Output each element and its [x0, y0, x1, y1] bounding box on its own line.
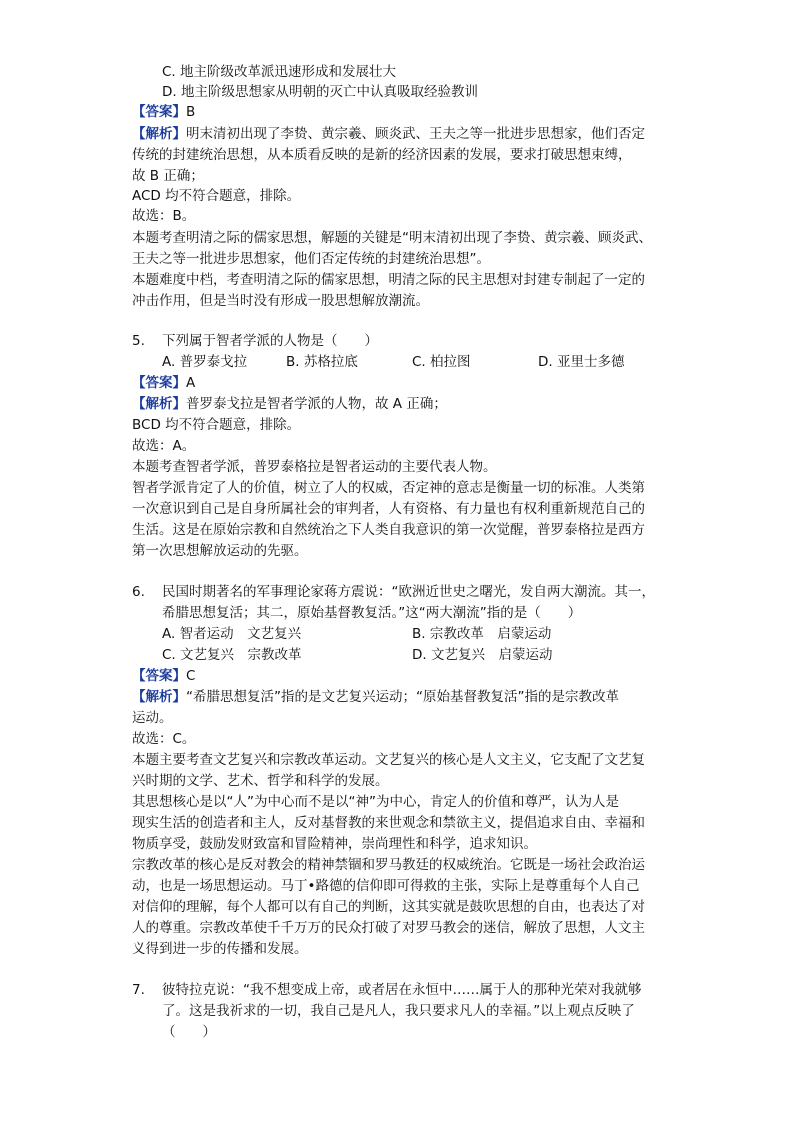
analysis-text: 动，也是一场思想运动。马丁•路德的信仰即可得救的主张，实际上是尊重每个人自己 — [132, 878, 640, 894]
option-d: D. 文艺复兴 启蒙运动 — [412, 647, 553, 663]
analysis-text: BCD 均不符合题意，排除。 — [132, 417, 301, 433]
question-stem: 希腊思想复活；其二，原始基督教复活。”这“两大潮流”指的是（ ） — [162, 605, 582, 621]
analysis-text: 一次意识到自己是自身所属社会的审判者，人有资格、有力量也有权利重新规范自己的 — [132, 501, 645, 517]
analysis-text: 人的尊重。宗教改革使千千万万的民众打破了对罗马教会的迷信，解放了思想，人文主 — [132, 920, 645, 936]
answer-value: B — [186, 104, 196, 120]
question-stem: 下列属于智者学派的人物是（ ） — [162, 333, 378, 349]
analysis-text: 第一次思想解放运动的先驱。 — [132, 543, 308, 559]
option-c: C. 柏拉图 — [412, 354, 471, 370]
analysis-text: 智者学派肯定了人的价值，树立了人的权威，否定神的意志是衡量一切的标准。人类第 — [132, 480, 645, 496]
question-stem: 民国时期著名的军事理论家蒋方震说：“欧洲近世史之曙光，发自两大潮流。其一， — [162, 584, 655, 600]
answer-value: A — [186, 375, 196, 391]
option-b: B. 宗教改革 启蒙运动 — [412, 626, 552, 642]
option-d: D. 地主阶级思想家从明朝的灭亡中认真吸取经验教训 — [162, 84, 478, 100]
analysis-text: 兴时期的文学、艺术、哲学和科学的发展。 — [132, 773, 389, 789]
answer-line — [132, 102, 195, 122]
analysis-line — [132, 394, 447, 414]
analysis-text: 运动。 — [132, 710, 173, 726]
answer-line — [132, 666, 195, 686]
analysis-text: 宗教改革的核心是反对教会的精神禁锢和罗马教廷的权威统治。它既是一场社会政治运 — [132, 857, 645, 873]
answer-value: C — [186, 668, 196, 684]
option-b: B. 苏格拉底 — [286, 354, 358, 370]
option-d: D. 亚里士多德 — [538, 354, 625, 370]
question-number: 7. — [132, 982, 145, 998]
question-number: 6. — [132, 584, 145, 600]
question-stem: 彼特拉克说：“我不想变成上帝，或者居在永恒中……属于人的那种光荣对我就够 — [162, 982, 642, 998]
analysis-tag: 【解析】 — [132, 126, 186, 142]
analysis-text: 明末清初出现了李贽、黄宗羲、顾炎武、王夫之等一批进步思想家，他们否定 — [186, 126, 645, 142]
question-number: 5. — [132, 333, 145, 349]
analysis-text: 冲击作用，但是当时没有形成一股思想解放潮流。 — [132, 293, 429, 309]
option-a: A. 智者运动 文艺复兴 — [162, 626, 302, 642]
option-c: C. 文艺复兴 宗教改革 — [162, 647, 302, 663]
analysis-text: 生活。这是在原始宗教和自然统治之下人类自我意识的第一次觉醒，普罗泰格拉是西方 — [132, 522, 645, 538]
analysis-text: 义得到进一步的传播和发展。 — [132, 941, 308, 957]
analysis-line — [132, 124, 645, 144]
analysis-text: 故 B 正确； — [132, 168, 204, 184]
analysis-text: 本题难度中档，考查明清之际的儒家思想，明清之际的民主思想对封建专制起了一定的 — [132, 272, 645, 288]
analysis-text: 物质享受，鼓励发财致富和冒险精神，崇尚理性和科学，追求知识。 — [132, 836, 537, 852]
answer-line — [132, 373, 195, 393]
analysis-line — [132, 687, 619, 707]
answer-tag: 【答案】 — [132, 104, 186, 120]
analysis-text: 现实生活的创造者和主人，反对基督教的来世观念和禁欲主义，提倡追求自由、幸福和 — [132, 815, 645, 831]
analysis-text: 本题考查明清之际的儒家思想，解题的关键是“明末清初出现了李贽、黄宗羲、顾炎武、 — [132, 230, 652, 246]
option-c: C. 地主阶级改革派迅速形成和发展壮大 — [162, 64, 397, 80]
analysis-text: 本题考查智者学派，普罗泰格拉是智者运动的主要代表人物。 — [132, 459, 497, 475]
analysis-tag: 【解析】 — [132, 689, 186, 705]
answer-tag: 【答案】 — [132, 668, 186, 684]
analysis-text: 传统的封建统治思想，从本质看反映的是新的经济因素的发展，要求打破思想束缚， — [132, 147, 632, 163]
analysis-text: 本题主要考查文艺复兴和宗教改革运动。文艺复兴的核心是人文主义，它支配了文艺复 — [132, 752, 645, 768]
question-stem: （ ） — [162, 1024, 216, 1040]
analysis-text: 故选：C。 — [132, 731, 196, 747]
question-stem: 了。这是我祈求的一切，我自己是凡人，我只要求凡人的幸福。”以上观点反映了 — [162, 1003, 635, 1019]
analysis-tag: 【解析】 — [132, 396, 186, 412]
analysis-text: ACD 均不符合题意，排除。 — [132, 188, 301, 204]
analysis-text: 对信仰的理解，每个人都可以有自己的判断，这其实就是鼓吹思想的自由，也表达了对 — [132, 899, 645, 915]
analysis-text: 故选：A。 — [132, 438, 196, 454]
analysis-text: 王夫之等一批进步思想家，他们否定传统的封建统治思想”。 — [132, 251, 490, 267]
option-a: A. 普罗泰戈拉 — [162, 354, 248, 370]
analysis-text: 其思想核心是以“人”为中心而不是以“神”为中心，肯定人的价值和尊严，认为人是 — [132, 794, 619, 810]
answer-tag: 【答案】 — [132, 375, 186, 391]
analysis-text: 故选：B。 — [132, 208, 196, 224]
analysis-text: “希腊思想复活”指的是文艺复兴运动；“原始基督教复活”指的是宗教改革 — [186, 689, 619, 705]
analysis-text: 普罗泰戈拉是智者学派的人物，故 A 正确； — [186, 396, 447, 412]
